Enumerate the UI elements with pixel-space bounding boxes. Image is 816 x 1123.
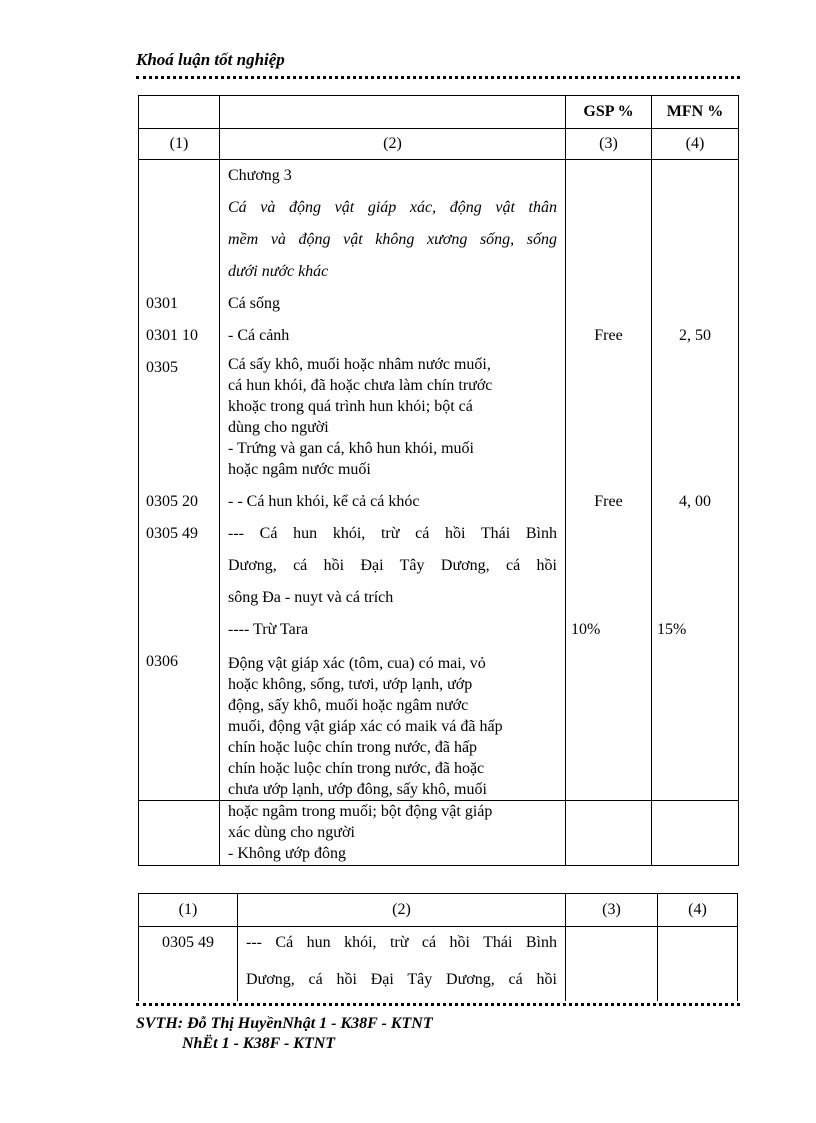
desc-0305 [228,352,557,486]
col-num-3: (3) [566,129,652,160]
table-header-row [139,96,739,129]
desc-cell [238,927,566,1002]
desc-line: - Không ướp đông [228,845,347,862]
desc-line: chín hoặc luộc chín trong nước, đã hoặc [228,760,485,777]
header-cell-code [139,96,220,129]
mfn-030520: 4, 00 [679,493,711,510]
column-number-row [139,129,739,160]
desc-line: Động vật giáp xác (tôm, cua) có mai, vỏ [228,655,486,672]
col-num-4: (4) [652,129,739,160]
chapter-title: Chương 3 [228,167,292,184]
code-0306: 0306 [146,653,178,670]
desc-030549-line: Dương, cá hồi Đại Tây Dương, cá hồi [228,557,557,574]
code-0301: 0301 [146,295,178,312]
chapter-desc-line: Cá và động vật giáp xác, động vật thân [228,199,557,216]
header-divider [136,76,740,79]
header-cell-gsp: GSP % [566,96,652,129]
code-030520: 0305 20 [146,493,198,510]
gsp-column [566,160,652,801]
column-number-row [139,894,738,927]
mfn-cell [658,927,738,1002]
cont-gsp-cell [566,801,652,866]
desc-line: cá hun khói, đã hoặc chưa làm chín trước [228,377,493,394]
code-030110: 0301 10 [146,327,198,344]
table-row [139,927,738,1002]
desc-030110: - Cá cảnh [228,327,290,344]
tariff-table [138,95,739,866]
gsp-tara: 10% [571,621,601,638]
desc-line: chín hoặc luộc chín trong nước, đã hấp [228,739,478,756]
mfn-tara: 15% [657,621,687,638]
desc-030549-line: --- Cá hun khói, trừ cá hồi Thái Bình [228,525,557,542]
header-cell-mfn: MFN % [652,96,739,129]
desc-line: khoặc trong quá trình hun khói; bột cá [228,398,473,415]
col-num-1: (1) [139,894,238,927]
footer-class: NhËt 1 - K38F - KTNT [182,1035,336,1052]
gsp-cell [566,927,658,1002]
desc-line: chưa ướp lạnh, ướp đông, sấy khô, muối [228,781,487,798]
cont-code-cell [139,801,220,866]
col-num-2: (2) [238,894,566,927]
footer-author: SVTH: Đỗ Thị HuyềnNhật 1 - K38F - KTNT [136,1015,433,1032]
col-num-3: (3) [566,894,658,927]
mfn-column [652,160,739,801]
code-cell [139,927,238,1002]
code-030549: 0305 49 [162,934,214,951]
desc-030520: - - Cá hun khói, kể cả cá khóc [228,493,420,510]
header-cell-desc [220,96,566,129]
desc-line: hoặc ngâm trong muối; bột động vật giáp [228,803,493,820]
table-continuation-row [139,801,739,866]
cont-mfn-cell [652,801,739,866]
chapter-desc-line: dưới nước khác [228,263,329,280]
desc-line: xác dùng cho người [228,824,355,841]
desc-030549-line: sông Đa - nuyt và cá trích [228,589,394,606]
code-column [139,160,220,801]
desc-line: hoặc ngâm nước muối [228,461,371,478]
description-column [220,160,566,801]
desc-0306 [228,646,557,800]
desc-line: muối, động vật giáp xác có maik vá đã hấp [228,718,503,735]
desc-line: Dương, cá hồi Đại Tây Dương, cá hồi [246,971,557,988]
col-num-2: (2) [220,129,566,160]
desc-tara: ---- Trừ Tara [228,621,309,638]
col-num-4: (4) [658,894,738,927]
desc-line: - Trứng và gan cá, khô hun khói, muối [228,440,474,457]
desc-line: dùng cho người [228,419,329,436]
code-0305: 0305 [146,359,178,376]
chapter-desc-line: mềm và động vật không xương sống, sống [228,231,557,248]
code-030549: 0305 49 [146,525,198,542]
gsp-030110: Free [594,327,623,344]
mfn-030110: 2, 50 [679,327,711,344]
gsp-030520: Free [594,493,623,510]
cont-desc-cell [220,801,566,866]
desc-line: --- Cá hun khói, trừ cá hồi Thái Bình [246,934,557,951]
page-header-title: Khoá luận tốt nghiệp [136,50,285,69]
footer-divider [136,1003,740,1006]
desc-0301: Cá sống [228,295,280,312]
col-num-1: (1) [139,129,220,160]
desc-line: động, sấy khô, muối hoặc ngâm nước [228,697,469,714]
table-body-row [139,160,739,801]
continuation-table [138,893,738,1001]
desc-line: hoặc không, sống, tươi, ướp lạnh, ướp [228,676,473,693]
desc-line: Cá sấy khô, muối hoặc nhâm nước muối, [228,356,491,373]
